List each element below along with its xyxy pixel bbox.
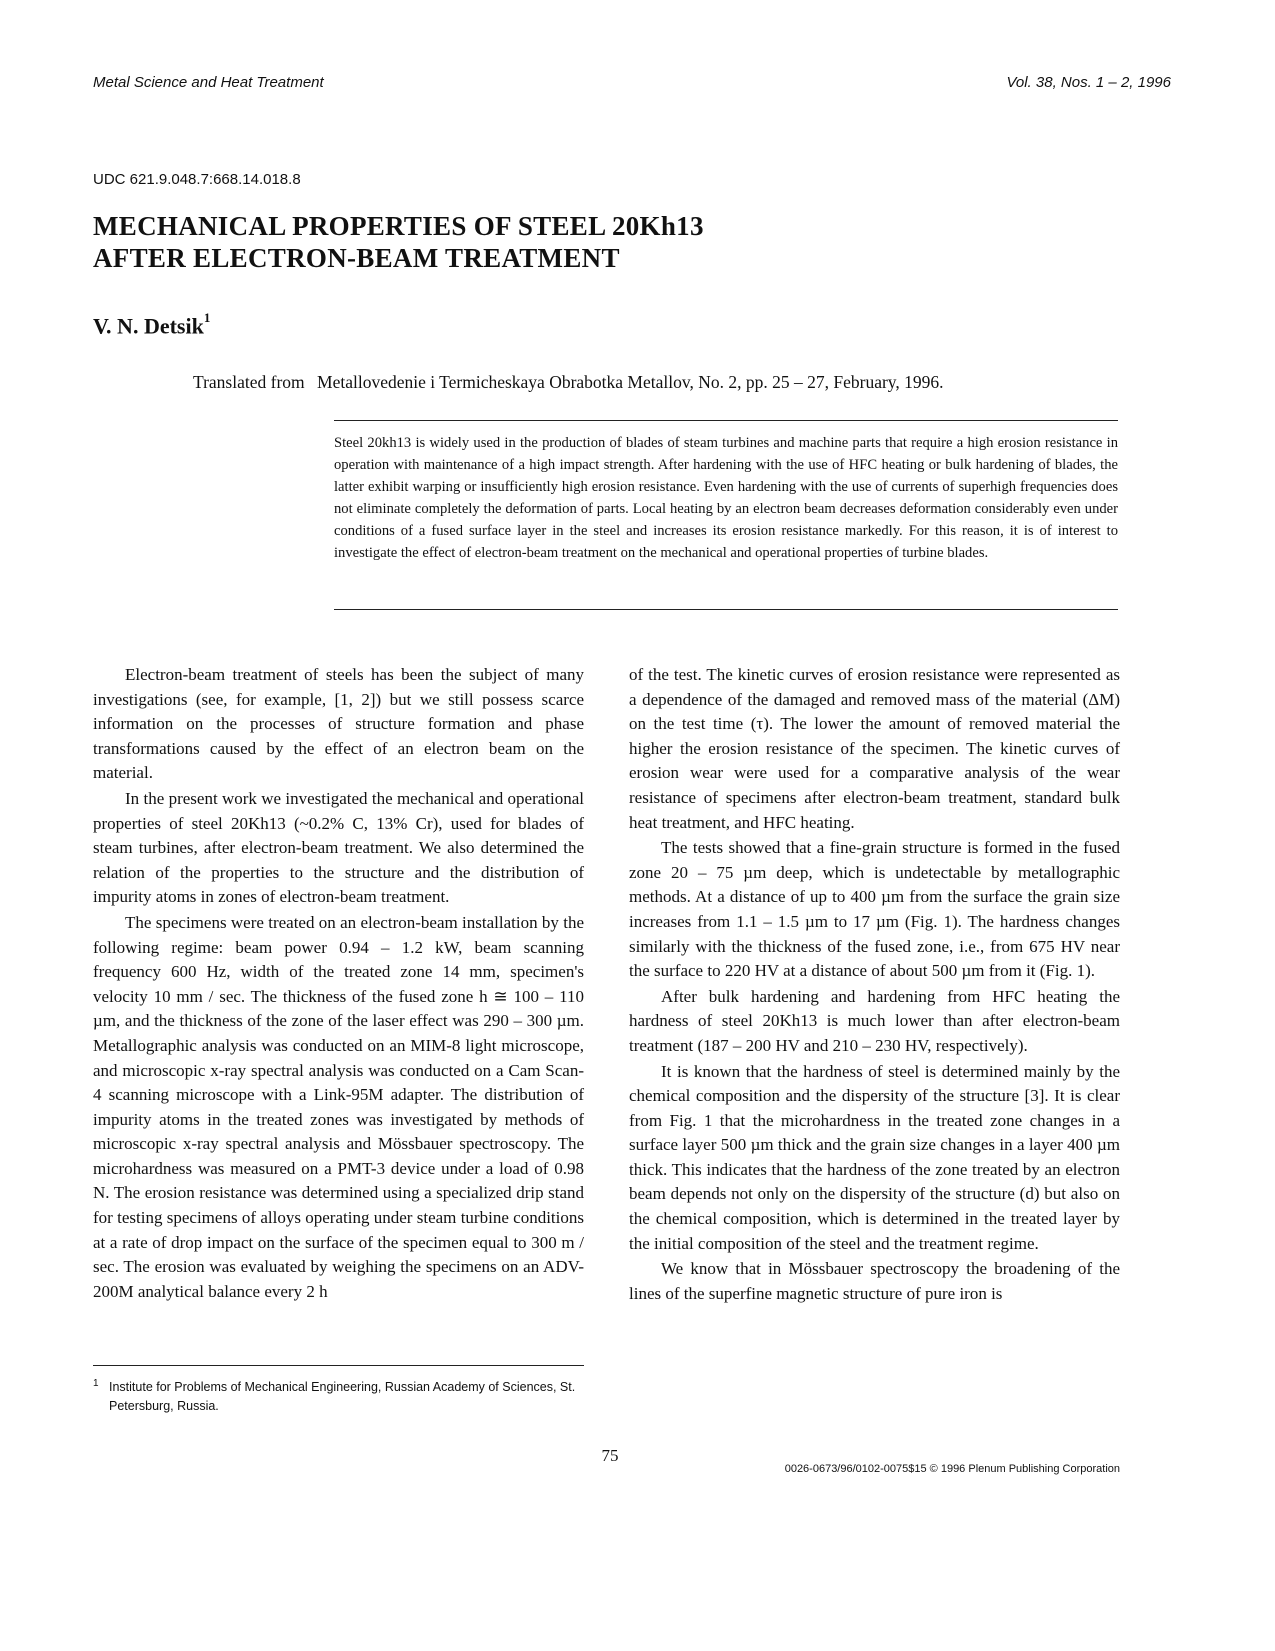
body-paragraph: We know that in Mössbauer spectroscopy the broadening of the lines of the superfine magnetic structure of pure iron is xyxy=(629,1259,1120,1303)
footnote-rule xyxy=(93,1365,584,1366)
body-paragraph: In the present work we investigated the mechanical and operational properties of steel 20Kh13 (~0.2% C, 13% Cr), used for blades of steam turbines, after electron-beam treatment. We also determined the relation of the properties to the structure and the distribution of impurity atoms in zones of electron-beam treatment. xyxy=(93,788,584,907)
body-paragraph: The tests showed that a fine-grain structure is formed in the fused zone 20 – 75 µm deep, which is undetectable by metallographic methods. At a distance of up to 400 µm from the surface the grain size increases from 1.1 – 1.5 µm to 17 µm (Fig. 1). The hardness changes similarly with the thickness of the fused zone, i.e., from 675 HV near the surface to 220 HV at a distance of about 500 µm from it (Fig. 1). xyxy=(629,838,1120,981)
translation-source: Metallovedenie i Termicheskaya Obrabotka Metallov, No. 2, pp. 25 – 27, February, 1996. xyxy=(317,372,944,392)
translation-label: Translated from xyxy=(193,372,305,392)
translation-note xyxy=(193,372,1153,393)
body-column-left xyxy=(93,663,584,1304)
title-line-1: MECHANICAL PROPERTIES OF STEEL 20Kh13 xyxy=(93,211,704,241)
journal-name: Metal Science and Heat Treatment xyxy=(93,74,324,91)
body-column-right xyxy=(629,663,1120,1306)
body-paragraph: After bulk hardening and hardening from HFC heating the hardness of steel 20Kh13 is much lower than after electron-beam treatment (187 – 200 HV and 210 – 230 HV, respectively). xyxy=(629,986,1120,1055)
body-paragraph: It is known that the hardness of steel is determined mainly by the chemical composition and the dispersity of the structure [3]. It is clear from Fig. 1 that the microhardness in the treated zone changes in a surface layer 500 µm thick and the grain size changes in a layer 400 µm thick. This indicates that the hardness of the zone treated by an electron beam depends not only on the dispersity of the structure (d) but also on the chemical composition, which is determined in the treated layer by the initial composition of the steel and the treatment regime. xyxy=(629,1061,1120,1253)
footnote xyxy=(93,1378,584,1416)
title-line-2: AFTER ELECTRON-BEAM TREATMENT xyxy=(93,243,620,273)
article-title xyxy=(93,210,993,274)
volume-info: Vol. 38, Nos. 1 – 2, 1996 xyxy=(1006,74,1171,91)
body-paragraph: of the test. The kinetic curves of erosion resistance were represented as a dependence of the damaged and removed mass of the material (ΔM) on the test time (τ). The lower the amount of removed material the higher the erosion resistance of the specimen. The kinetic curves of erosion wear were used for a comparative analysis of the wear resistance of specimens after electron-beam treatment, standard bulk heat treatment, and HFC heating. xyxy=(629,665,1120,832)
copyright-line: 0026-0673/96/0102-0075$15 © 1996 Plenum Publishing Corporation xyxy=(784,1463,1120,1475)
body-paragraph: Electron-beam treatment of steels has been the subject of many investigations (see, for example, [1, 2]) but we still possess scarce information on the processes of structure formation and phase transformations caused by the effect of an electron beam on the material. xyxy=(93,665,584,783)
udc-code: UDC 621.9.048.7:668.14.018.8 xyxy=(93,171,301,188)
page-number: 75 xyxy=(601,1446,619,1465)
body-paragraph: The specimens were treated on an electron-beam installation by the following regime: beam power 0.94 – 1.2 kW, beam scanning frequency 600 Hz, width of the treated zone 14 mm, specimen's velocity 10 mm / sec. The thickness of the fused zone h ≅ 100 – 110 µm, and the thickness of the zone of the laser effect was 290 – 300 µm. Metallographic analysis was conducted on an MIM-8 light microscope, and microscopic x-ray spectral analysis was conducted on a Cam Scan-4 scanning microscope with a Link-95M adapter. The distribution of impurity atoms in the treated zones was investigated by methods of microscopic x-ray spectral analysis and Mössbauer spectroscopy. The microhardness was measured on a PMT-3 device under a load of 0.98 N. The erosion resistance was determined using a specialized drip stand for testing specimens of alloys operating under steam turbine conditions at a rate of drop impact on the surface of the specimen equal to 300 m / sec. The erosion was evaluated by weighing the specimens on an ADV-200M analytical balance every 2 h xyxy=(93,912,584,1301)
author xyxy=(93,310,211,339)
author-name: V. N. Detsik xyxy=(93,313,204,339)
abstract: Steel 20kh13 is widely used in the production of blades of steam turbines and machine parts that require a high erosion resistance in operation with maintenance of a high impact strength. After hardening with the use of HFC heating or bulk hardening of blades, the latter exhibit warping or insufficiently high erosion resistance. Even hardening with the use of currents of superhigh frequencies does not eliminate completely the deformation of parts. Local heating by an electron beam decreases deformation considerably even under conditions of a fused surface layer in the steel and increases its erosion resistance markedly. For this reason, it is of interest to investigate the effect of electron-beam treatment on the mechanical and operational properties of turbine blades. xyxy=(334,435,1118,561)
abstract-bottom-rule xyxy=(334,609,1118,610)
footnote-text: Institute for Problems of Mechanical Engineering, Russian Academy of Sciences, St. Petersburg, Russia. xyxy=(109,1380,576,1413)
footnote-mark: 1 xyxy=(93,1378,99,1389)
abstract-top-rule xyxy=(334,420,1118,421)
running-head xyxy=(93,74,1171,98)
author-footnote-mark: 1 xyxy=(203,310,211,325)
